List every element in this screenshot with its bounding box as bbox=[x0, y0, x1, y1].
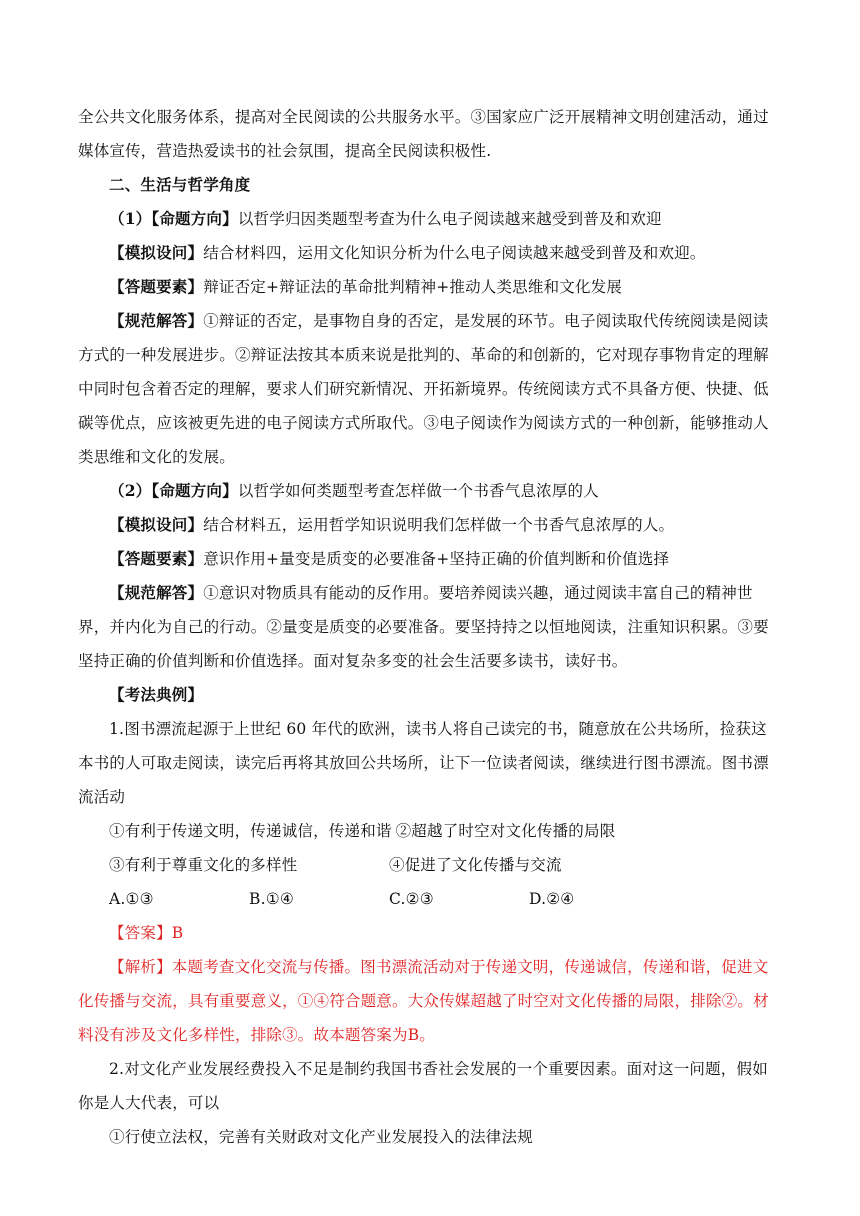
example1-choice-d: D.②④ bbox=[529, 890, 575, 908]
q2-answer-label: 【规范解答】 bbox=[109, 583, 204, 602]
q2-key-text: 意识作用+量变是质变的必要准备+坚持正确的价值判断和价值选择 bbox=[203, 550, 670, 568]
q1-simulated-text: 结合材料四，运用文化知识分析为什么电子阅读越来越受到普及和欢迎。 bbox=[203, 244, 706, 262]
section-heading: 二、生活与哲学角度 bbox=[109, 175, 251, 194]
example1-option-1: ①有利于传递文明，传递诚信，传递和谐 bbox=[109, 822, 392, 840]
q2-direction-text: 以哲学如何类题型考查怎样做一个书香气息浓厚的人 bbox=[237, 482, 599, 500]
q2-simulated-question bbox=[78, 508, 782, 542]
example2-option-1: ①行使立法权，完善有关财政对文化产业发展投入的法律法规 bbox=[109, 1128, 533, 1146]
q2-direction bbox=[78, 474, 782, 508]
q1-direction-label: （1）【命题方向】 bbox=[109, 209, 238, 228]
example1-option-2: ②超越了时空对文化传播的局限 bbox=[395, 822, 616, 840]
q1-answer-label: 【规范解答】 bbox=[109, 311, 204, 330]
q2-key-elements bbox=[78, 542, 782, 576]
example2-stem: 2.对文化产业发展经费投入不足是制约我国书香社会发展的一个重要因素。面对这一问题，假如你是人大代表，可以 bbox=[78, 1060, 768, 1112]
example1-option-4: ④促进了文化传播与交流 bbox=[389, 856, 562, 874]
q2-standard-answer bbox=[78, 576, 782, 678]
example1-stem: 1.图书漂流起源于上世纪 60 年代的欧洲，读书人将自己读完的书，随意放在公共场所，捡获这本书的人可取走阅读，读完后再将其放回公共场所，让下一位读者阅读，继续进行图书漂流。图书漂流活动 bbox=[78, 720, 769, 806]
document-body bbox=[78, 100, 782, 1154]
example1-analysis: 【解析】本题考查文化交流与传播。图书漂流活动对于传递文明，传递诚信，传递和谐，促进文化传播与交流，具有重要意义，①④符合题意。大众传媒超越了时空对文化传播的局限，排除②。材料没有涉及文化多样性，排除③。故本题答案为B。 bbox=[78, 958, 769, 1044]
q2-answer-text: ①意识对物质具有能动的反作用。要培养阅读兴趣，通过阅读丰富自己的精神世界，并内化为自己的行动。②量变是质变的必要准备。要坚持持之以恒地阅读，注重知识积累。③要坚持正确的价值判断和价值选择。面对复杂多变的社会生活要多读书，读好书。 bbox=[78, 584, 769, 670]
q2-simulated-label: 【模拟设问】 bbox=[109, 515, 204, 534]
example1-options-row-2 bbox=[78, 848, 782, 882]
q1-simulated-question bbox=[78, 236, 782, 270]
example1-choice-a: A.①③ bbox=[109, 890, 154, 908]
q1-key-label: 【答题要素】 bbox=[109, 277, 204, 296]
examples-heading: 【考法典例】 bbox=[109, 685, 204, 704]
q1-direction-text: 以哲学归因类题型考查为什么电子阅读越来越受到普及和欢迎 bbox=[237, 210, 662, 228]
example1-answer: 【答案】B bbox=[109, 924, 184, 942]
example1-choice-b: B.①④ bbox=[249, 890, 294, 908]
example1-choices bbox=[78, 882, 782, 916]
q2-simulated-text: 结合材料五，运用哲学知识说明我们怎样做一个书香气息浓厚的人。 bbox=[203, 516, 675, 534]
q1-answer-text: ①辩证的否定，是事物自身的否定，是发展的环节。电子阅读取代传统阅读是阅读方式的一种发展进步。②辩证法按其本质来说是批判的、革命的和创新的，它对现存事物肯定的理解中同时包含着否定的理解，要求人们研究新情况、开拓新境界。传统阅读方式不具备方便、快捷、低碳等优点，应该被更先进的电子阅读方式所取代。③电子阅读作为阅读方式的一种创新，能够推动人类思维和文化的发展。 bbox=[78, 312, 769, 466]
q1-simulated-label: 【模拟设问】 bbox=[109, 243, 204, 262]
q1-key-elements bbox=[78, 270, 782, 304]
example1-choice-c: C.②③ bbox=[389, 890, 434, 908]
q2-key-label: 【答题要素】 bbox=[109, 549, 204, 568]
q1-direction bbox=[78, 202, 782, 236]
q1-key-text: 辩证否定+辩证法的革命批判精神+推动人类思维和文化发展 bbox=[203, 278, 623, 296]
q2-direction-label: （2）【命题方向】 bbox=[109, 481, 238, 500]
example1-options-row-1 bbox=[78, 814, 782, 848]
intro-paragraph: 全公共文化服务体系，提高对全民阅读的公共服务水平。③国家应广泛开展精神文明创建活动，通过媒体宣传，营造热爱读书的社会氛围，提高全民阅读积极性. bbox=[78, 108, 769, 160]
example1-option-3: ③有利于尊重文化的多样性 bbox=[109, 856, 298, 874]
q1-standard-answer bbox=[78, 304, 782, 474]
